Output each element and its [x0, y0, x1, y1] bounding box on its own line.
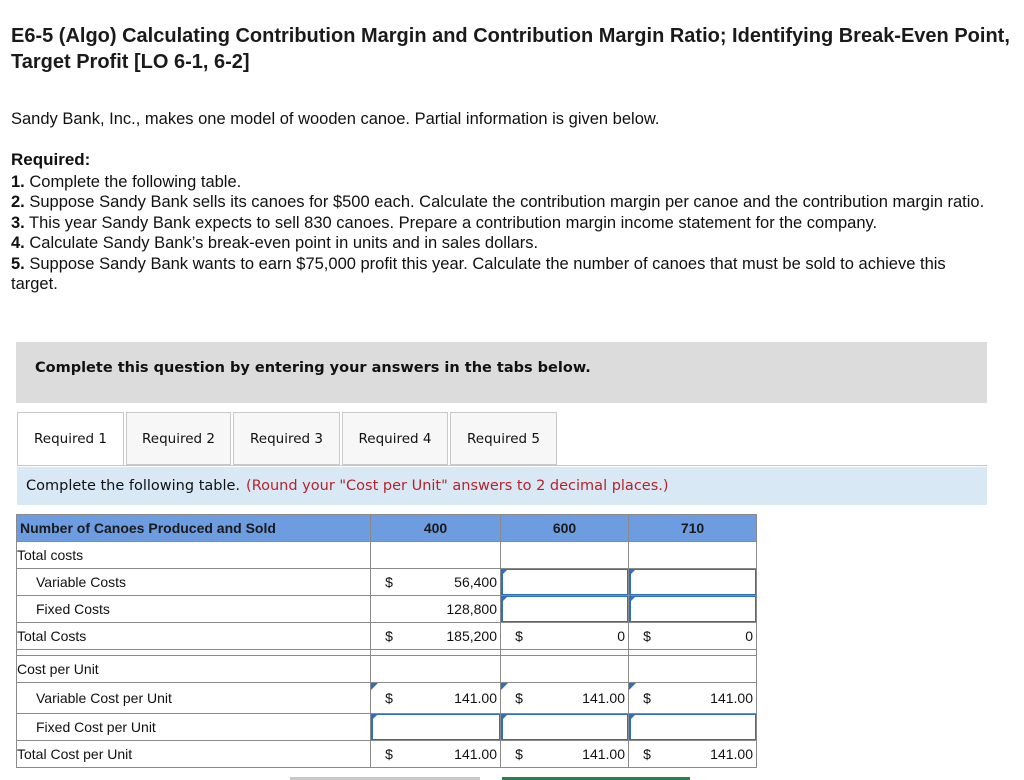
required-item-number: 2.: [11, 193, 25, 211]
fixed-costs-710-input[interactable]: [629, 596, 756, 622]
instruction-banner: [16, 342, 987, 403]
currency-sign: $: [643, 690, 651, 706]
header-col-600: 600: [501, 515, 629, 542]
table-row: [17, 656, 757, 683]
currency-sign: $: [515, 746, 523, 762]
variable-cost-per-unit-600: 141.00: [582, 690, 625, 706]
table-instruction: [17, 467, 987, 505]
tab-required-2[interactable]: Required 2: [126, 412, 231, 465]
table-row: [17, 569, 757, 596]
table-header-row: [17, 515, 757, 542]
required-item-text: Suppose Sandy Bank sells its canoes for $500 each. Calculate the contribution margin per canoe and the contribution margin ratio.: [24, 193, 985, 211]
cost-table: [16, 514, 757, 768]
required-item-number: 3.: [11, 213, 25, 232]
table-row: [17, 741, 757, 768]
fixed-cost-per-unit-710-input[interactable]: [629, 714, 756, 740]
total-cost-per-unit-label: Total Cost per Unit: [17, 741, 371, 768]
input-marker: [501, 714, 508, 721]
table-row: [17, 623, 757, 650]
currency-sign: $: [385, 574, 393, 590]
required-list: [11, 150, 991, 295]
instruction-note: (Round your "Cost per Unit" answers to 2 decimal places.): [246, 478, 669, 494]
required-item-text: Suppose Sandy Bank wants to earn $75,000 profit this year. Calculate the number of canoes that must be sold to achieve this target.: [11, 254, 946, 293]
total-cost-per-unit-710: 141.00: [710, 746, 753, 762]
table-row: [17, 683, 757, 714]
header-col-400: 400: [371, 515, 501, 542]
variable-cost-per-unit-710: 141.00: [710, 690, 753, 706]
fixed-costs-600-input[interactable]: [501, 596, 628, 622]
required-item-2: [11, 192, 991, 213]
fixed-cost-per-unit-400-input[interactable]: [371, 714, 500, 740]
total-costs-400: 185,200: [446, 628, 497, 644]
required-item-3: [11, 213, 991, 234]
variable-costs-400: 56,400: [454, 574, 497, 590]
instruction-text: Complete the following table.: [26, 478, 241, 494]
problem-intro: Sandy Bank, Inc., makes one model of wooden canoe. Partial information is given below.: [11, 110, 660, 128]
tab-required-1[interactable]: Required 1: [17, 412, 124, 466]
required-heading: Required:: [11, 150, 91, 169]
required-item-text: This year Sandy Bank expects to sell 830 canoes. Prepare a contribution margin income statement for the company.: [24, 213, 878, 232]
total-costs-710: 0: [745, 628, 753, 644]
tab-divider: [17, 465, 987, 466]
tab-required-4[interactable]: Required 4: [342, 412, 448, 465]
total-costs-600: 0: [617, 628, 625, 644]
required-item-4: [11, 233, 991, 254]
variable-costs-710-input[interactable]: [629, 569, 756, 595]
currency-sign: $: [515, 690, 523, 706]
fixed-costs-label: Fixed Costs: [17, 596, 371, 623]
fixed-costs-400: 128,800: [446, 601, 497, 617]
page-title: E6-5 (Algo) Calculating Contribution Margin and Contribution Margin Ratio; Identifying Break-Even Point, Target Profit [LO 6-1, 6-2]: [11, 25, 1010, 73]
total-cost-per-unit-600: 141.00: [582, 746, 625, 762]
input-marker: [629, 596, 636, 603]
required-item-text: Complete the following table.: [24, 172, 242, 191]
input-marker: [629, 683, 636, 690]
required-item-number: 4.: [11, 234, 25, 252]
required-item-5: [11, 254, 991, 295]
input-marker: [629, 714, 636, 721]
cost-per-unit-section-label: Cost per Unit: [17, 656, 371, 683]
required-item-1: [11, 172, 991, 193]
variable-cost-per-unit-label: Variable Cost per Unit: [17, 683, 371, 714]
currency-sign: $: [643, 628, 651, 644]
variable-costs-label: Variable Costs: [17, 569, 371, 596]
currency-sign: $: [385, 746, 393, 762]
fixed-cost-per-unit-label: Fixed Cost per Unit: [17, 714, 371, 741]
fixed-cost-per-unit-600-input[interactable]: [501, 714, 628, 740]
currency-sign: $: [385, 690, 393, 706]
required-item-text: Calculate Sandy Bank’s break-even point in units and in sales dollars.: [24, 234, 539, 252]
input-marker: [371, 683, 378, 690]
header-units-label: Number of Canoes Produced and Sold: [17, 515, 371, 542]
input-marker: [629, 569, 636, 576]
required-item-number: 5.: [11, 254, 25, 273]
input-marker: [371, 714, 378, 721]
currency-sign: $: [385, 628, 393, 644]
currency-sign: $: [515, 628, 523, 644]
variable-cost-per-unit-400: 141.00: [454, 690, 497, 706]
banner-text: Complete this question by entering your answers in the tabs below.: [35, 360, 591, 376]
required-item-number: 1.: [11, 172, 25, 191]
total-cost-per-unit-400: 141.00: [454, 746, 497, 762]
tab-required-5[interactable]: Required 5: [450, 412, 557, 465]
table-row: [17, 596, 757, 623]
total-costs-label: Total Costs: [17, 623, 371, 650]
table-row: [17, 542, 757, 569]
tab-required-3[interactable]: Required 3: [233, 412, 340, 465]
input-marker: [501, 683, 508, 690]
table-row: [17, 714, 757, 741]
input-marker: [501, 596, 508, 603]
variable-costs-600-input[interactable]: [501, 569, 628, 595]
currency-sign: $: [643, 746, 651, 762]
input-marker: [501, 569, 508, 576]
header-col-710: 710: [629, 515, 757, 542]
total-costs-section-label: Total costs: [17, 542, 371, 569]
